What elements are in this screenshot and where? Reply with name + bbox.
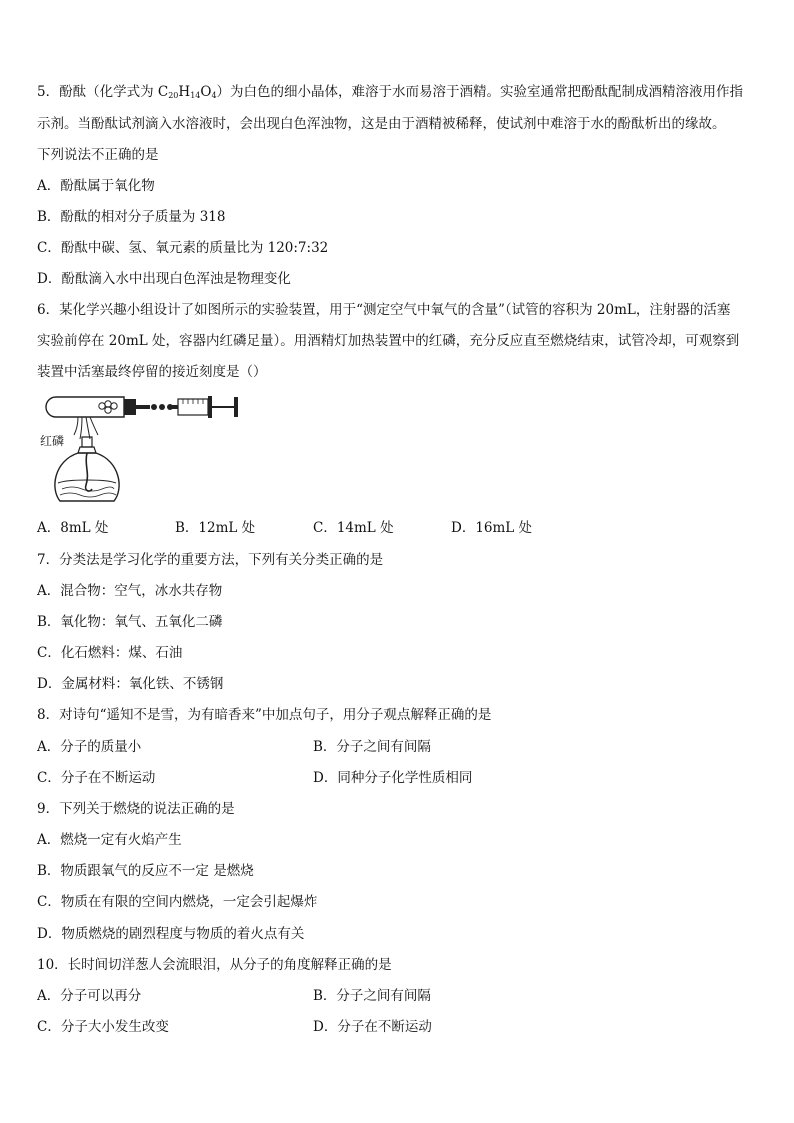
q10-stem: 10．长时间切洋葱人会流眼泪，从分子的角度解释正确的是 bbox=[37, 957, 392, 973]
rubber-stopper bbox=[124, 399, 136, 415]
syringe-flange bbox=[208, 396, 212, 418]
q6-stem-line-2: 实验前停在 20mL 处，容器内红磷足量）。用酒精灯加热装置中的红磷，充分反应直至燃烧结束，试管冷却，可观察到 bbox=[37, 333, 740, 349]
q7-option-b: B．氧化物：氧气、五氧化二磷 bbox=[37, 614, 223, 630]
q5-stem-line-2: 示剂。当酚酞试剂滴入水溶液时，会出现白色浑浊物，这是由于酒精被稀释，使试剂中难溶于水的酚酞析出的缘故。 bbox=[37, 116, 726, 132]
q6-option-b: B．12mL 处 bbox=[175, 520, 256, 536]
test-tube bbox=[46, 397, 124, 417]
apparatus-figure bbox=[38, 393, 248, 511]
q6-stem-line-1: 6．某化学兴趣小组设计了如图所示的实验装置，用于“测定空气中氧气的含量”（试管的容积为 20mL，注射器的活塞 bbox=[37, 302, 731, 318]
q5-option-d: D．酚酞滴入水中出现白色浑浊是物理变化 bbox=[37, 271, 291, 287]
q9-stem: 9．下列关于燃烧的说法正确的是 bbox=[37, 801, 235, 817]
q7-option-c: C．化石燃料：煤、石油 bbox=[37, 645, 183, 661]
connecting-tube bbox=[172, 405, 178, 409]
q8-option-d: D．同种分子化学性质相同 bbox=[313, 770, 473, 786]
formula-subscript: 20 bbox=[168, 91, 179, 100]
q6-option-a: A．8mL 处 bbox=[37, 520, 109, 536]
q7-option-d: D．金属材料：氧化铁、不锈钢 bbox=[37, 676, 224, 692]
q10-option-a: A．分子可以再分 bbox=[37, 988, 142, 1004]
q5-stem-line-3: 下列说法不正确的是 bbox=[37, 147, 159, 163]
clamp-joint bbox=[159, 404, 165, 410]
q8-stem: 8．对诗句“遥知不是雪，为有暗香来”中加点句子，用分子观点解释正确的是 bbox=[37, 707, 492, 723]
q5-text: 5．酚酞（化学式为 C bbox=[37, 84, 169, 100]
plunger-head bbox=[234, 397, 238, 417]
q8-option-a: A．分子的质量小 bbox=[37, 739, 142, 755]
clamp-joint bbox=[151, 404, 157, 410]
q9-option-d: D．物质燃烧的剧烈程度与物质的着火点有关 bbox=[37, 926, 305, 942]
q6-stem-line-3: 装置中活塞最终停留的接近刻度是（） bbox=[37, 364, 267, 380]
connecting-tube bbox=[136, 405, 150, 409]
formula-subscript: 4 bbox=[211, 91, 217, 100]
phosphorus-pellet bbox=[105, 407, 111, 413]
lamp-wick bbox=[86, 453, 92, 491]
q10-option-d: D．分子在不断运动 bbox=[313, 1019, 432, 1035]
red-phosphorus-label: 红磷 bbox=[40, 434, 65, 448]
q6-option-c: C．14mL 处 bbox=[313, 520, 394, 536]
q5-option-b: B．酚酞的相对分子质量为 318 bbox=[37, 209, 226, 225]
formula-subscript: 14 bbox=[190, 91, 201, 100]
apparatus-diagram bbox=[38, 393, 248, 511]
phosphorus-pellet bbox=[99, 403, 105, 409]
q8-option-b: B．分子之间有间隔 bbox=[313, 739, 431, 755]
q5-stem-line-1 bbox=[37, 82, 743, 106]
q10-option-c: C．分子大小发生改变 bbox=[37, 1019, 169, 1035]
q10-option-b: B．分子之间有间隔 bbox=[313, 988, 431, 1004]
formula-text: H bbox=[178, 84, 191, 100]
q9-option-b: B．物质跟氧气的反应不一定 是燃烧 bbox=[37, 863, 254, 879]
phosphorus-pellet bbox=[111, 403, 117, 409]
q5-text: ）为白色的细小晶体，难溶于水而易溶于酒精。实验室通常把酚酞配制成酒精溶液用作指 bbox=[216, 84, 744, 100]
q9-option-a: A．燃烧一定有火焰产生 bbox=[37, 832, 182, 848]
q5-option-c: C．酚酞中碳、氢、氧元素的质量比为 120:7:32 bbox=[37, 240, 329, 256]
q8-option-c: C．分子在不断运动 bbox=[37, 770, 156, 786]
q7-stem: 7．分类法是学习化学的重要方法，下列有关分类正确的是 bbox=[37, 552, 384, 568]
q7-option-a: A．混合物：空气，冰水共存物 bbox=[37, 583, 223, 599]
q9-option-c: C．物质在有限的空间内燃烧，一定会引起爆炸 bbox=[37, 894, 318, 910]
lamp-cap bbox=[82, 437, 92, 447]
q5-option-a: A．酚酞属于氧化物 bbox=[37, 178, 155, 194]
phosphorus-pellet bbox=[105, 401, 111, 407]
formula-text: O bbox=[200, 84, 212, 100]
lamp-neck bbox=[78, 447, 96, 453]
q6-option-d: D．16mL 处 bbox=[451, 520, 533, 536]
